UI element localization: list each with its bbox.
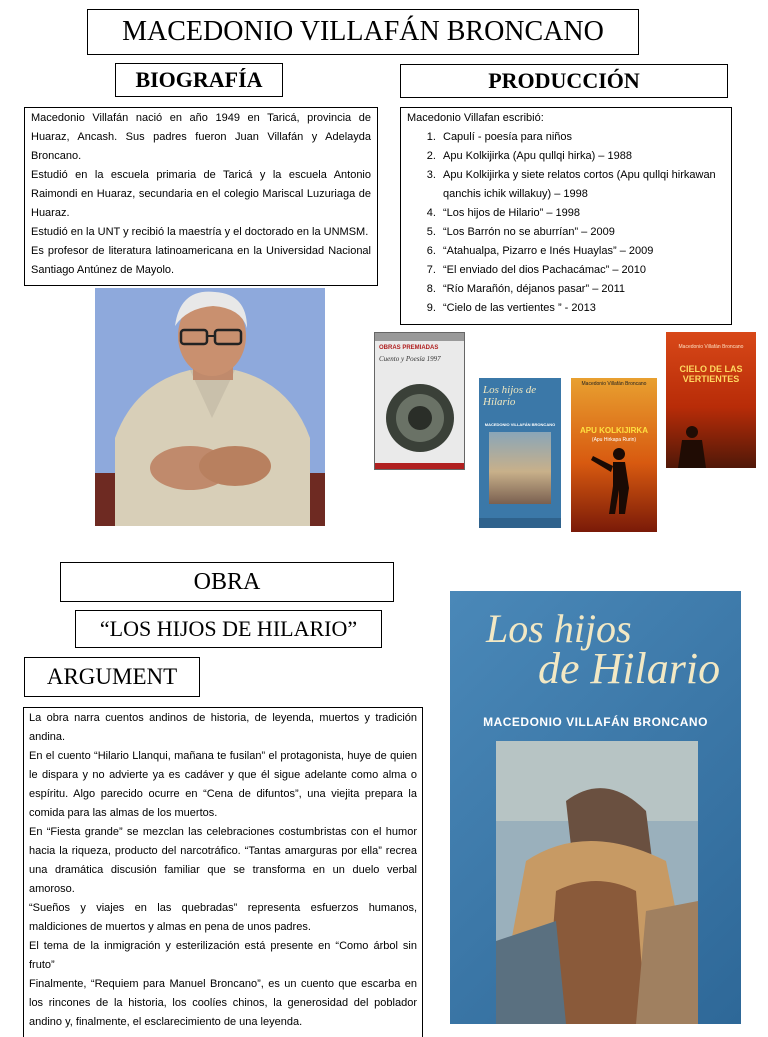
book3-silhouette — [585, 444, 645, 514]
cover-title-line2: de Hilario — [538, 644, 721, 693]
produccion-intro: Macedonio Villafan escribió: — [407, 112, 544, 124]
argument-paragraph: “Sueños y viajes en las quebradas” representa esfuerzos humanos, maldiciones de muertos y almas en pena de unos padres. — [29, 902, 417, 933]
book1-line1: OBRAS PREMIADAS — [379, 345, 439, 351]
book2-title: Los hijos de Hilario — [483, 384, 537, 408]
produccion-item: 9. “Cielo de las vertientes ” - 2013 — [439, 299, 725, 318]
bio-paragraph: Estudió en la UNT y recibió la maestría y el doctorado en la UNMSM. — [31, 226, 369, 238]
book1-ornament — [383, 381, 458, 455]
produccion-item: 4. “Los hijos de Hilario” – 1998 — [439, 204, 725, 223]
argument-paragraph: En “Fiesta grande” se mezclan las celebraciones costumbristas con el humor hacia la riqueza, producto del narcotráfico. “Tantas amarguras por ella” recrea una dramática discusión familiar que se transforma en un duelo verbal amoroso. — [29, 826, 417, 895]
bio-paragraph: Es profesor de literatura latinoamericana en la Universidad Nacional Santiago Antúnez de Mayolo. — [31, 245, 371, 276]
obra-heading — [60, 562, 394, 602]
book3-title: APU KOLKIJIRKA — [579, 426, 648, 435]
argument-heading — [24, 657, 200, 697]
page-title-text: MACEDONIO VILLAFÁN BRONCANO — [122, 16, 604, 47]
produccion-item: 3. Apu Kolkijirka y siete relatos cortos (Apu qullqi hirkawan qanchis ichik willakuy) – 1998 — [439, 166, 725, 204]
author-photo — [95, 288, 325, 526]
produccion-item: 8. “Río Marañón, déjanos pasar” – 2011 — [439, 280, 725, 299]
book2-author: MACEDONIO VILLAFÁN BRONCANO — [484, 422, 556, 427]
book-cover-cielo-de-las-vertientes — [666, 332, 756, 468]
argument-heading-text: ARGUMENT — [46, 664, 178, 689]
argument-paragraph: La obra narra cuentos andinos de historia, de leyenda, muertos y tradición andina. — [29, 712, 417, 743]
produccion-list-box — [400, 107, 732, 325]
produccion-item: 6. “Atahualpa, Pizarro e Inés Huaylas” – 2009 — [439, 242, 725, 261]
book4-figure — [672, 424, 712, 468]
book-cover-los-hijos-large — [450, 591, 741, 1024]
produccion-list — [407, 128, 725, 318]
book-cover-obras-premiadas — [374, 332, 465, 470]
argument-text-box — [23, 707, 423, 1037]
cover-author: MACEDONIO VILLAFÁN BRONCANO — [483, 715, 708, 729]
obra-heading-text: OBRA — [193, 568, 261, 595]
produccion-heading — [400, 64, 728, 98]
biografia-heading — [115, 63, 283, 97]
obra-title — [75, 610, 382, 648]
book4-author: Macedonio Villafán Broncano — [678, 344, 744, 350]
argument-paragraph: Finalmente, “Requiem para Manuel Broncano”, es un cuento que escarba en los rincones de la historia, los coolíes chinos, la generosidad del poblador andino y, finalmente, el esclarecimiento de una leyenda. — [29, 978, 417, 1028]
produccion-item: 5. “Los Barrón no se aburrían” – 2009 — [439, 223, 725, 242]
produccion-heading-text: PRODUCCIÓN — [488, 68, 640, 93]
produccion-item: 7. “El enviado del dios Pachacámac” – 2010 — [439, 261, 725, 280]
book1-line2: Cuento y Poesía 1997 — [379, 355, 441, 363]
cover-painting — [496, 741, 698, 1024]
argument-paragraph: En el cuento “Hilario Llanqui, mañana te fusilan” el protagonista, huye de quien le dispara y no advierte ya es cadáver y que él sigue adelante como alma o espíritu. Algo parecido ocurre en “Cena de difuntos”, una viejita prepara la comida para las almas de los muertos. — [29, 750, 417, 819]
book3-author: Macedonio Villafán Broncano — [581, 381, 647, 387]
book-cover-los-hijos-small — [479, 378, 561, 528]
book-cover-apu-kolkijirka — [571, 378, 657, 532]
page-title — [87, 9, 639, 55]
obra-title-text: “LOS HIJOS DE HILARIO” — [99, 616, 358, 641]
argument-paragraph: El tema de la inmigración y esterilización está presente en “Como árbol sin fruto” — [29, 940, 417, 971]
book4-title: CIELO DE LAS VERTIENTES — [679, 364, 743, 384]
biografia-text-box — [24, 107, 378, 286]
bio-paragraph: Macedonio Villafán nació en año 1949 en Taricá, provincia de Huaraz, Ancash. Sus padres fueron Juan Villafán y Adelayda Broncano. — [31, 112, 371, 162]
produccion-item: 1. Capulí - poesía para niños — [439, 128, 725, 147]
bio-paragraph: Estudió en la escuela primaria de Taricá y la escuela Antonio Raimondi en Huaraz, secundaria en el colegio Mariscal Luzuriaga de Huaraz. — [31, 169, 371, 219]
biografia-heading-text: BIOGRAFÍA — [135, 67, 263, 92]
produccion-item: 2. Apu Kolkijirka (Apu qullqi hirka) – 1988 — [439, 147, 725, 166]
cover-title-line1: Los hijos — [486, 606, 632, 651]
book3-subtitle: (Apu Hirkapa Rurin) — [591, 437, 637, 443]
